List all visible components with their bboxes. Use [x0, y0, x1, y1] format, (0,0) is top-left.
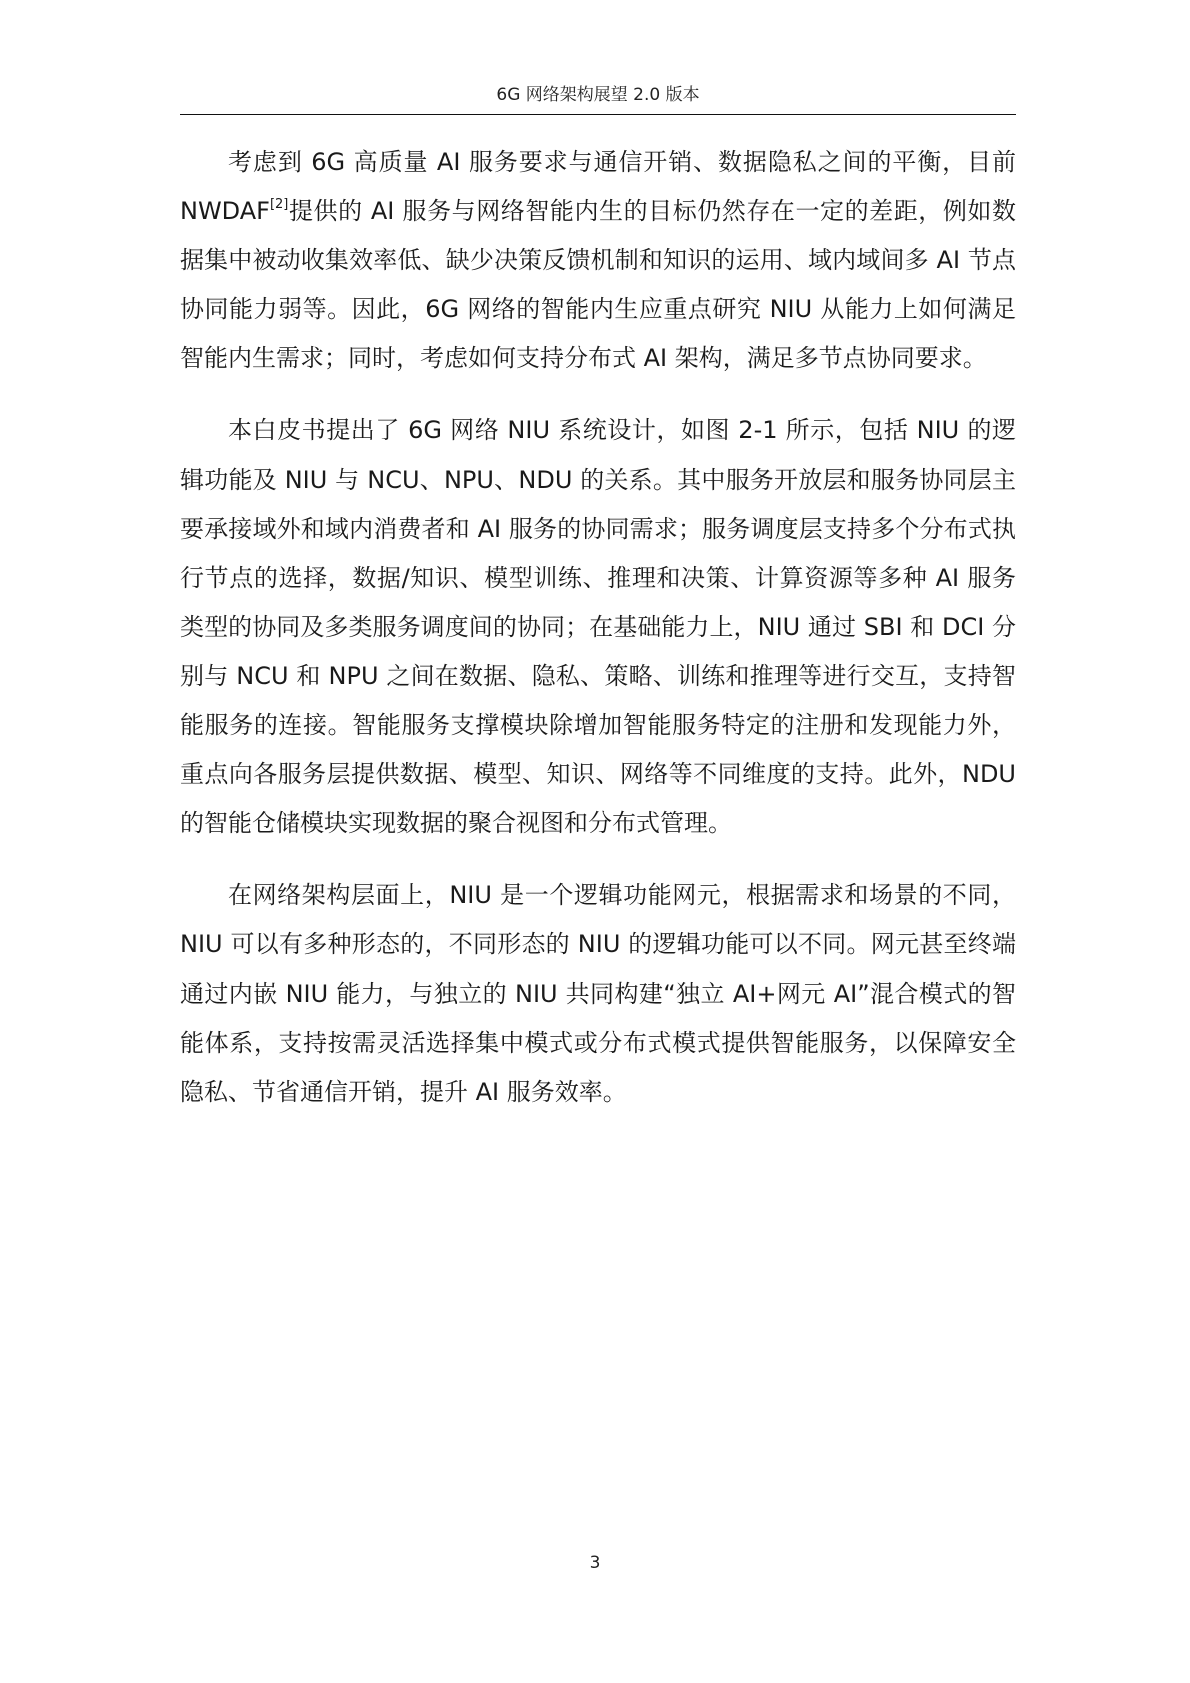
- page-header: [180, 82, 1016, 115]
- paragraph-3: 在网络架构层面上，NIU 是一个逻辑功能网元，根据需求和场景的不同，NIU 可以有多种形态的，不同形态的 NIU 的逻辑功能可以不同。网元甚至终端通过内嵌 NIU 能力，与独立的 NIU 共同构建“独立 AI+网元 AI”混合模式的智能体系，支持按需灵活选择集中模式或分布式模式提供智能服务，以保障安全隐私、节省通信开销，提升 AI 服务效率。: [180, 881, 1016, 1106]
- page-number: 3: [589, 1553, 601, 1573]
- document-body: [180, 138, 1016, 1140]
- paragraph-1-text-after-ref: 提供的 AI 服务与网络智能内生的目标仍然存在一定的差距，例如数据集中被动收集效率低、缺少决策反馈机制和知识的运用、域内域间多 AI 节点协同能力弱等。因此，6G 网络的智能内生应重点研究 NIU 从能力上如何满足智能内生需求；同时，考虑如何支持分布式 AI 架构，满足多节点协同要求。: [180, 197, 1016, 373]
- paragraph-1-text-before-ref: 考虑到 6G 高质量 AI 服务要求与通信开销、数据隐私之间的平衡，目前 NWDAF: [180, 148, 1016, 226]
- citation-ref[interactable]: [2]: [269, 197, 289, 213]
- paragraph-1: [180, 138, 1016, 383]
- paragraph-2: 本白皮书提出了 6G 网络 NIU 系统设计，如图 2-1 所示，包括 NIU 的逻辑功能及 NIU 与 NCU、NPU、NDU 的关系。其中服务开放层和服务协同层主要承接域外和域内消费者和 AI 服务的协同需求；服务调度层支持多个分布式执行节点的选择，数据/知识、模型训练、推理和决策、计算资源等多种 AI 服务类型的协同及多类服务调度间的协同；在基础能力上，NIU 通过 SBI 和 DCI 分别与 NCU 和 NPU 之间在数据、隐私、策略、训练和推理等进行交互，支持智能服务的连接。智能服务支撑模块除增加智能服务特定的注册和发现能力外，重点向各服务层提供数据、模型、知识、网络等不同维度的支持。此外，NDU 的智能仓储模块实现数据的聚合视图和分布式管理。: [180, 416, 1016, 838]
- header-title: 6G 网络架构展望 2.0 版本: [496, 85, 700, 105]
